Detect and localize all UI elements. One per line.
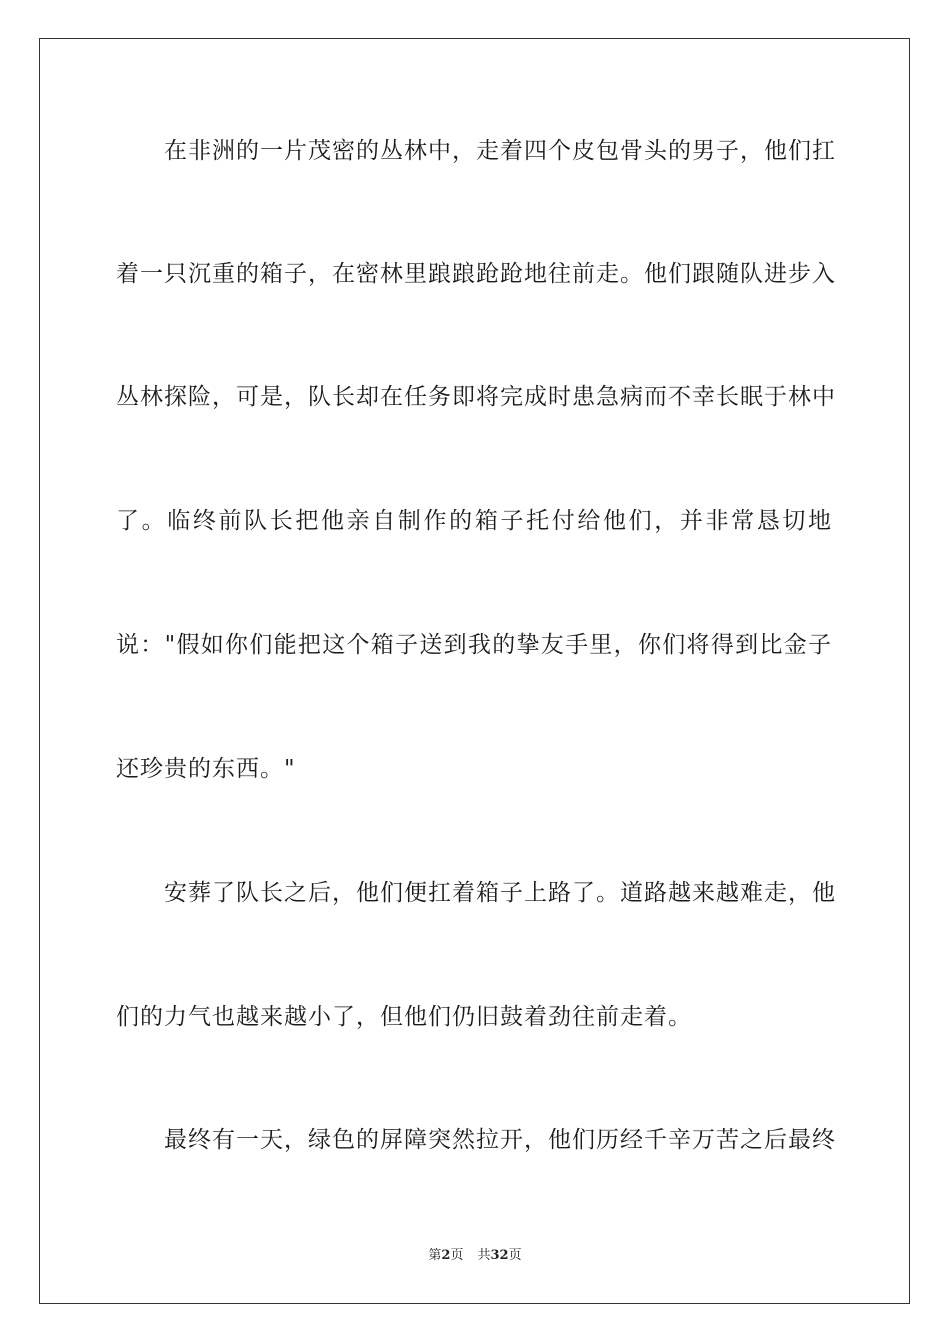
text-line-1: 在非洲的一片茂密的丛林中，走着四个皮包骨头的男子，他们扛 [164,138,836,164]
footer-page-prefix: 第 [428,1248,442,1263]
footer-page-suffix: 页 [450,1248,464,1263]
footer-total-prefix: 共 [477,1248,491,1263]
text-line-4: 了。临终前队长把他亲自制作的箱子托付给他们，并非常恳切地 [116,508,832,534]
page-border [39,38,910,1304]
footer-page-number: 2 [441,1248,451,1263]
footer-total-number: 32 [490,1248,509,1263]
text-line-7: 安葬了队长之后，他们便扛着箱子上路了。道路越来越难走，他 [164,880,836,906]
text-line-2: 着一只沉重的箱子，在密林里踉踉跄跄地往前走。他们跟随队进步入 [116,261,836,287]
footer-total-suffix: 页 [508,1248,522,1263]
page-footer [0,1247,950,1265]
text-line-6: 还珍贵的东西。" [116,756,296,782]
text-line-3: 丛林探险，可是，队长却在任务即将完成时患急病而不幸长眠于林中 [116,384,836,410]
text-line-8: 们的力气也越来越小了，但他们仍旧鼓着劲往前走着。 [116,1004,692,1030]
text-line-9: 最终有一天，绿色的屏障突然拉开，他们历经千辛万苦之后最终 [164,1127,836,1153]
text-line-5: 说："假如你们能把这个箱子送到我的挚友手里，你们将得到比金子 [116,632,832,658]
